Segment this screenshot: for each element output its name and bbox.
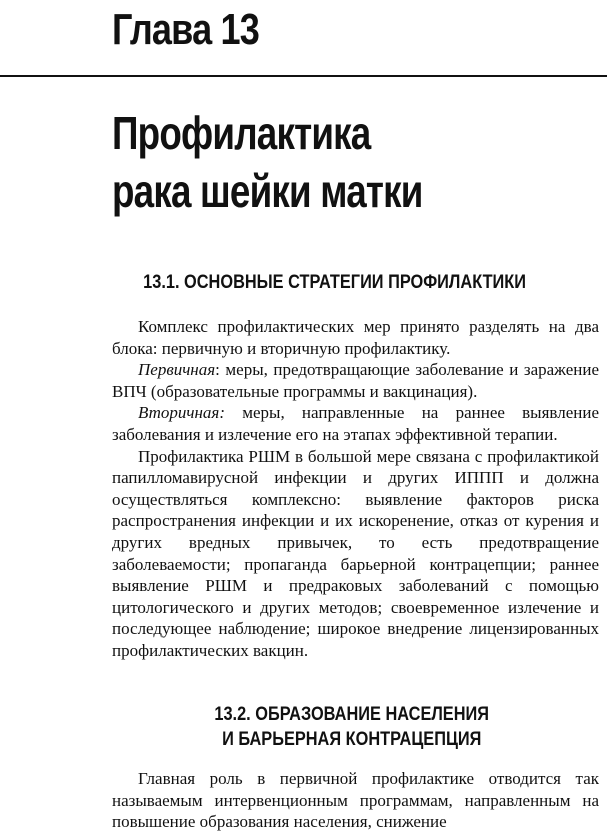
section-heading-13-1 <box>0 270 607 295</box>
chapter-divider <box>0 75 607 77</box>
chapter-title-line-1: Профилактика <box>112 107 371 159</box>
paragraph: Профилактика РШМ в большой мере связана с профилактикой папилломавирусной инфекции и других ИППП и должна осуществляться комплексно: выявление факторов риска распространения инфекции и их искоренение, отказ от курения и других вредных привычек, то есть предотвращение заболеваемости; пропаганда барьерной контрацепции; раннее выявление РШМ и предраковых заболеваний с помощью цитологического и других методов; своевременное излечение и последующее наблюдение; широкое внедрение лицензированных профилактических вакцин. <box>112 446 599 660</box>
paragraph: Комплекс профилактических мер принято разделять на два блока: первичную и вторичную профилактику. <box>112 317 599 358</box>
paragraph: Главная роль в первичной профилактике отводится так называемым интервенционным программам, направленным на повышение образования населения, снижение <box>112 769 599 832</box>
paragraph-secondary-prevention <box>112 402 599 445</box>
section-heading-13-1-text: 13.1. ОСНОВНЫЕ СТРАТЕГИИ ПРОФИЛАКТИКИ <box>143 272 526 293</box>
chapter-label: Глава 13 <box>112 5 260 54</box>
section-heading-13-2-line-1 <box>96 702 607 727</box>
term-primary: Первичная <box>138 360 216 380</box>
term-primary-definition: : меры, предотвращающие заболевание и заражение ВПЧ (образовательные программы и вакцинация). <box>112 360 599 401</box>
paragraph-primary-prevention <box>112 359 599 402</box>
section-heading-13-2-line-2 <box>96 727 607 752</box>
section-13-1-body <box>112 316 599 662</box>
section-heading-13-2 <box>0 702 607 752</box>
section-heading-13-2-line-1-text: 13.2. ОБРАЗОВАНИЕ НАСЕЛЕНИЯ <box>214 704 489 725</box>
chapter-title <box>112 104 423 220</box>
term-secondary: Вторичная: <box>138 403 225 423</box>
term-secondary-definition: меры, направленные на раннее выявление заболевания и излечение его на этапах эффективной терапии. <box>112 403 599 444</box>
chapter-title-line-2: рака шейки матки <box>112 165 423 217</box>
section-heading-13-2-line-2-text: И БАРЬЕРНАЯ КОНТРАЦЕПЦИЯ <box>221 729 482 750</box>
section-13-2-body <box>112 768 599 833</box>
